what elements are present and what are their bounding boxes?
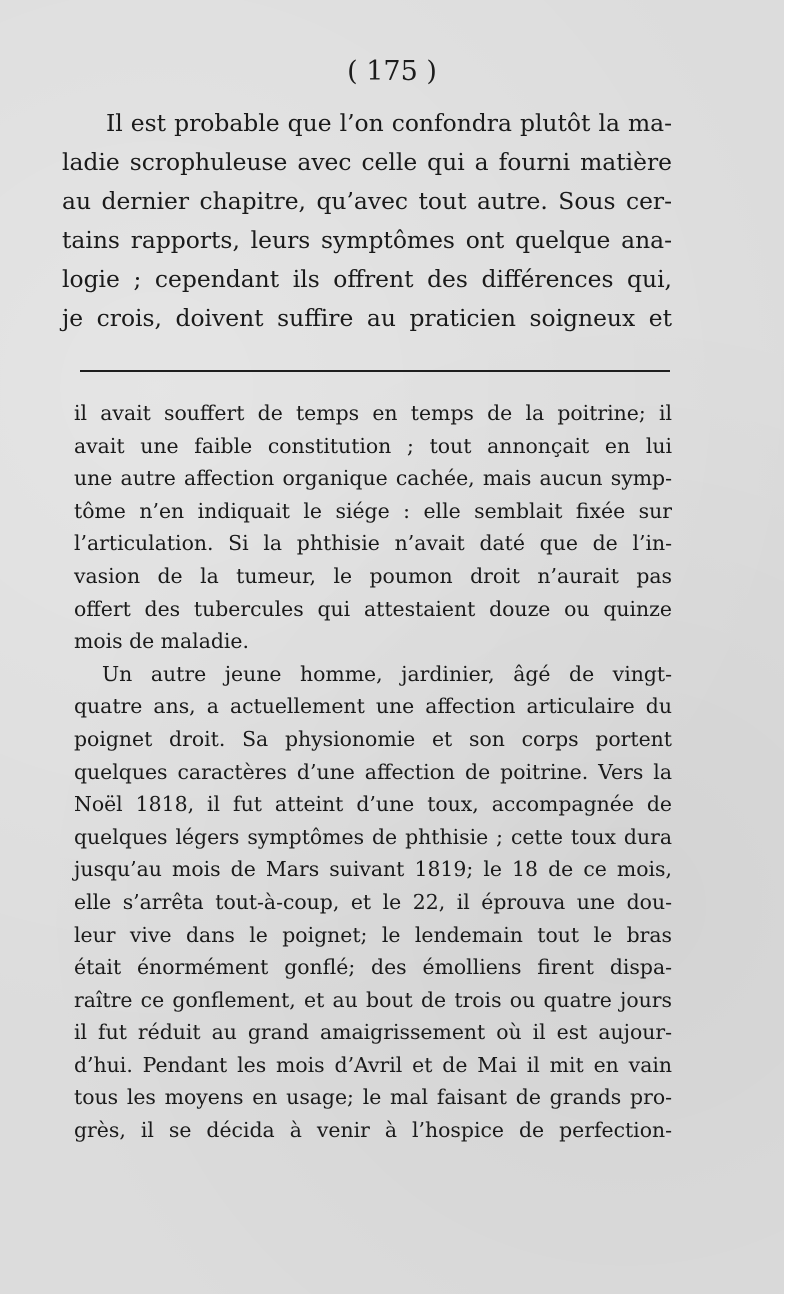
main-text-line: tains rapports, leurs symptômes ont quelque ana- (62, 226, 672, 254)
footnote-line: il avait souffert de temps en temps de la poitrine; il (74, 401, 672, 425)
footnote-line: Noël 1818, il fut atteint d’une toux, accompagnée de (74, 792, 672, 817)
footnote-line: mois de maladie. (74, 629, 249, 654)
footnote-line: quelques légers symptômes de phthisie ; cette toux dura (74, 824, 672, 849)
footnote-line: il fut réduit au grand amaigrissement où il est aujour- (74, 1020, 672, 1045)
main-paragraph (62, 104, 672, 338)
main-text-line: Il est probable que l’on confondra plutôt la ma- (106, 109, 672, 137)
main-text-line: logie ; cependant ils offrent des différences qui, (62, 265, 672, 293)
footnote-line: quatre ans, a actuellement une affection articulaire du (74, 694, 672, 719)
main-text-line: je crois, doivent suffire au praticien soigneux et (62, 304, 672, 332)
footnote-line: d’hui. Pendant les mois d’Avril et de Mai il mit en vain (74, 1052, 672, 1077)
footnote-block (74, 397, 672, 1147)
footnote-line: grès, il se décida à venir à l’hospice de perfection- (74, 1118, 672, 1143)
footnote-line: l’articulation. Si la phthisie n’avait daté que de l’in- (74, 531, 672, 556)
footnote-line: quelques caractères d’une affection de poitrine. Vers la (74, 759, 672, 784)
footnote-line: une autre affection organique cachée, mais aucun symp- (74, 466, 672, 491)
footnote-line: vasion de la tumeur, le poumon droit n’aurait pas (74, 563, 672, 588)
footnote-line: tôme n’en indiquait le siége : elle semblait fixée sur (74, 498, 672, 523)
page-number: ( 175 ) (347, 56, 437, 87)
footnote-line: avait une faible constitution ; tout annonçait en lui (74, 433, 672, 458)
main-text-line: au dernier chapitre, qu’avec tout autre. Sous cer- (62, 187, 672, 215)
footnote-line: offert des tubercules qui attestaient douze ou quinze (74, 596, 672, 621)
footnote-line: raître ce gonflement, et au bout de trois ou quatre jours (74, 987, 672, 1012)
footnote-line: poignet droit. Sa physionomie et son corps portent (74, 726, 672, 751)
footnote-line: leur vive dans le poignet; le lendemain tout le bras (74, 922, 672, 947)
footnote-line: Un autre jeune homme, jardinier, âgé de vingt- (102, 661, 672, 686)
main-text-line: ladie scrophuleuse avec celle qui a fourni matière (62, 148, 672, 176)
footnote-line: était énormément gonflé; des émolliens firent dispa- (74, 955, 672, 980)
footnote-line: jusqu’au mois de Mars suivant 1819; le 18 de ce mois, (74, 857, 672, 882)
footnote-line: tous les moyens en usage; le mal faisant de grands pro- (74, 1085, 672, 1110)
footnote-line: elle s’arrêta tout-à-coup, et le 22, il éprouva une dou- (74, 889, 672, 914)
footnote-divider (80, 370, 670, 372)
